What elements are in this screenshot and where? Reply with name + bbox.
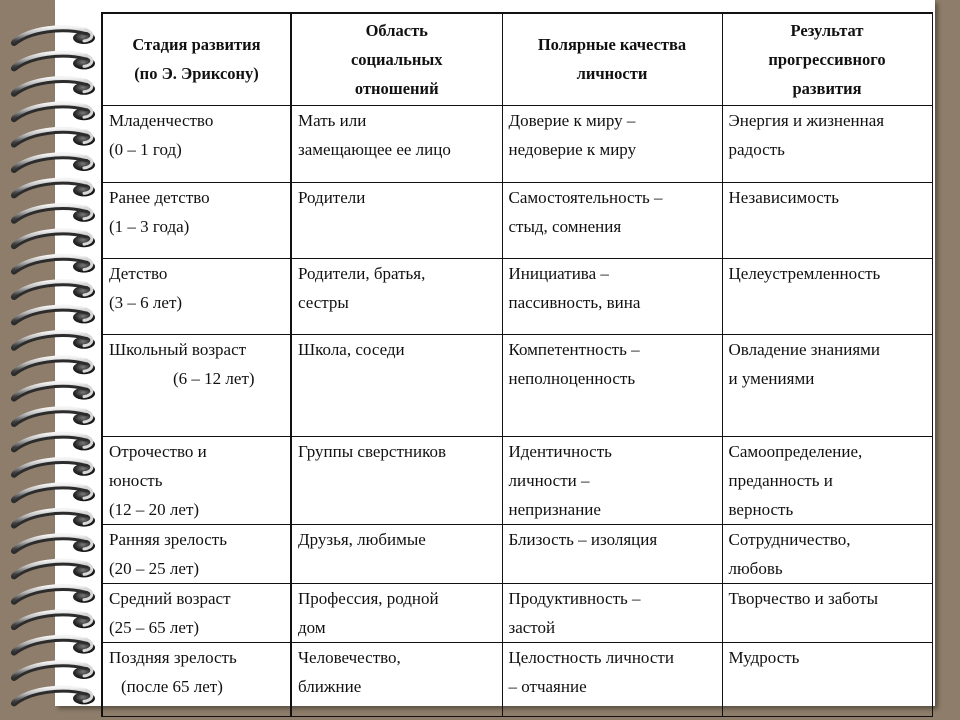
social-cell: Друзья, любимые: [291, 524, 502, 583]
social-cell: Группы сверстников: [291, 436, 502, 524]
header-social: Область социальных отношений: [291, 13, 502, 105]
header-result: Результат прогрессивного развития: [722, 13, 932, 105]
spiral-ring: [14, 27, 95, 44]
polar-cell: Близость – изоляция: [502, 524, 722, 583]
header-row: [102, 13, 932, 105]
result-cell: Энергия и жизненная радость: [722, 105, 932, 182]
social-cell: Школа, соседи: [291, 334, 502, 436]
spiral-ring: [14, 383, 95, 400]
spiral-ring: [14, 53, 95, 70]
spiral-ring: [14, 357, 95, 374]
result-cell: Самоопределение, преданность и верность: [722, 436, 932, 524]
social-cell: Родители, братья, сестры: [291, 258, 502, 334]
spiral-ring: [14, 408, 95, 425]
result-cell: Целеустремленность: [722, 258, 932, 334]
result-cell: Сотрудничество, любовь: [722, 524, 932, 583]
notebook-page: [55, 0, 935, 706]
table-row: [102, 258, 932, 334]
table-row: [102, 583, 932, 642]
spiral-ring: [14, 180, 95, 197]
header-polar: Полярные качества личности: [502, 13, 722, 105]
spiral-ring: [14, 484, 95, 501]
erikson-stages-table: [101, 12, 933, 717]
polar-cell: Инициатива – пассивность, вина: [502, 258, 722, 334]
social-cell: Мать или замещающее ее лицо: [291, 105, 502, 182]
spiral-ring: [14, 611, 95, 628]
spiral-ring: [14, 662, 95, 679]
spiral-ring: [14, 510, 95, 527]
table-row: [102, 642, 932, 716]
polar-cell: Компетентность – неполноценность: [502, 334, 722, 436]
stage-cell: Отрочество и юность (12 – 20 лет): [102, 436, 291, 524]
social-cell: Человечество, ближние: [291, 642, 502, 716]
spiral-binding: [0, 0, 110, 720]
polar-cell: Целостность личности – отчаяние: [502, 642, 722, 716]
table-row: [102, 105, 932, 182]
result-cell: Мудрость: [722, 642, 932, 716]
table-row: [102, 182, 932, 258]
polar-cell: Самостоятельность – стыд, сомнения: [502, 182, 722, 258]
spiral-ring: [14, 459, 95, 476]
header-stage: Стадия развития (по Э. Эриксону): [102, 13, 291, 105]
spiral-ring: [14, 103, 95, 120]
spiral-ring: [14, 586, 95, 603]
spiral-ring: [14, 129, 95, 146]
polar-cell: Идентичность личности – непризнание: [502, 436, 722, 524]
result-cell: Творчество и заботы: [722, 583, 932, 642]
spiral-ring: [14, 154, 95, 171]
stage-cell: Поздняя зрелость (после 65 лет): [102, 642, 291, 716]
table-row: [102, 334, 932, 436]
spiral-ring: [14, 688, 95, 705]
stage-cell: Детство (3 – 6 лет): [102, 258, 291, 334]
spiral-ring: [14, 281, 95, 298]
spiral-ring: [14, 434, 95, 451]
result-cell: Овладение знаниями и умениями: [722, 334, 932, 436]
polar-cell: Доверие к миру – недоверие к миру: [502, 105, 722, 182]
table-row: [102, 436, 932, 524]
spiral-ring: [14, 637, 95, 654]
spiral-ring: [14, 535, 95, 552]
spiral-ring: [14, 561, 95, 578]
polar-cell: Продуктивность – застой: [502, 583, 722, 642]
stage-cell: Ранее детство (1 – 3 года): [102, 182, 291, 258]
stage-cell: Младенчество (0 – 1 год): [102, 105, 291, 182]
social-cell: Родители: [291, 182, 502, 258]
spiral-ring: [14, 205, 95, 222]
result-cell: Независимость: [722, 182, 932, 258]
stage-cell: Ранняя зрелость (20 – 25 лет): [102, 524, 291, 583]
spiral-ring: [14, 307, 95, 324]
spiral-ring: [14, 78, 95, 95]
spiral-ring: [14, 332, 95, 349]
table-row: [102, 524, 932, 583]
spiral-ring: [14, 256, 95, 273]
social-cell: Профессия, родной дом: [291, 583, 502, 642]
stage-cell: Школьный возраст (6 – 12 лет): [102, 334, 291, 436]
spiral-ring: [14, 230, 95, 247]
stage-cell: Средний возраст (25 – 65 лет): [102, 583, 291, 642]
